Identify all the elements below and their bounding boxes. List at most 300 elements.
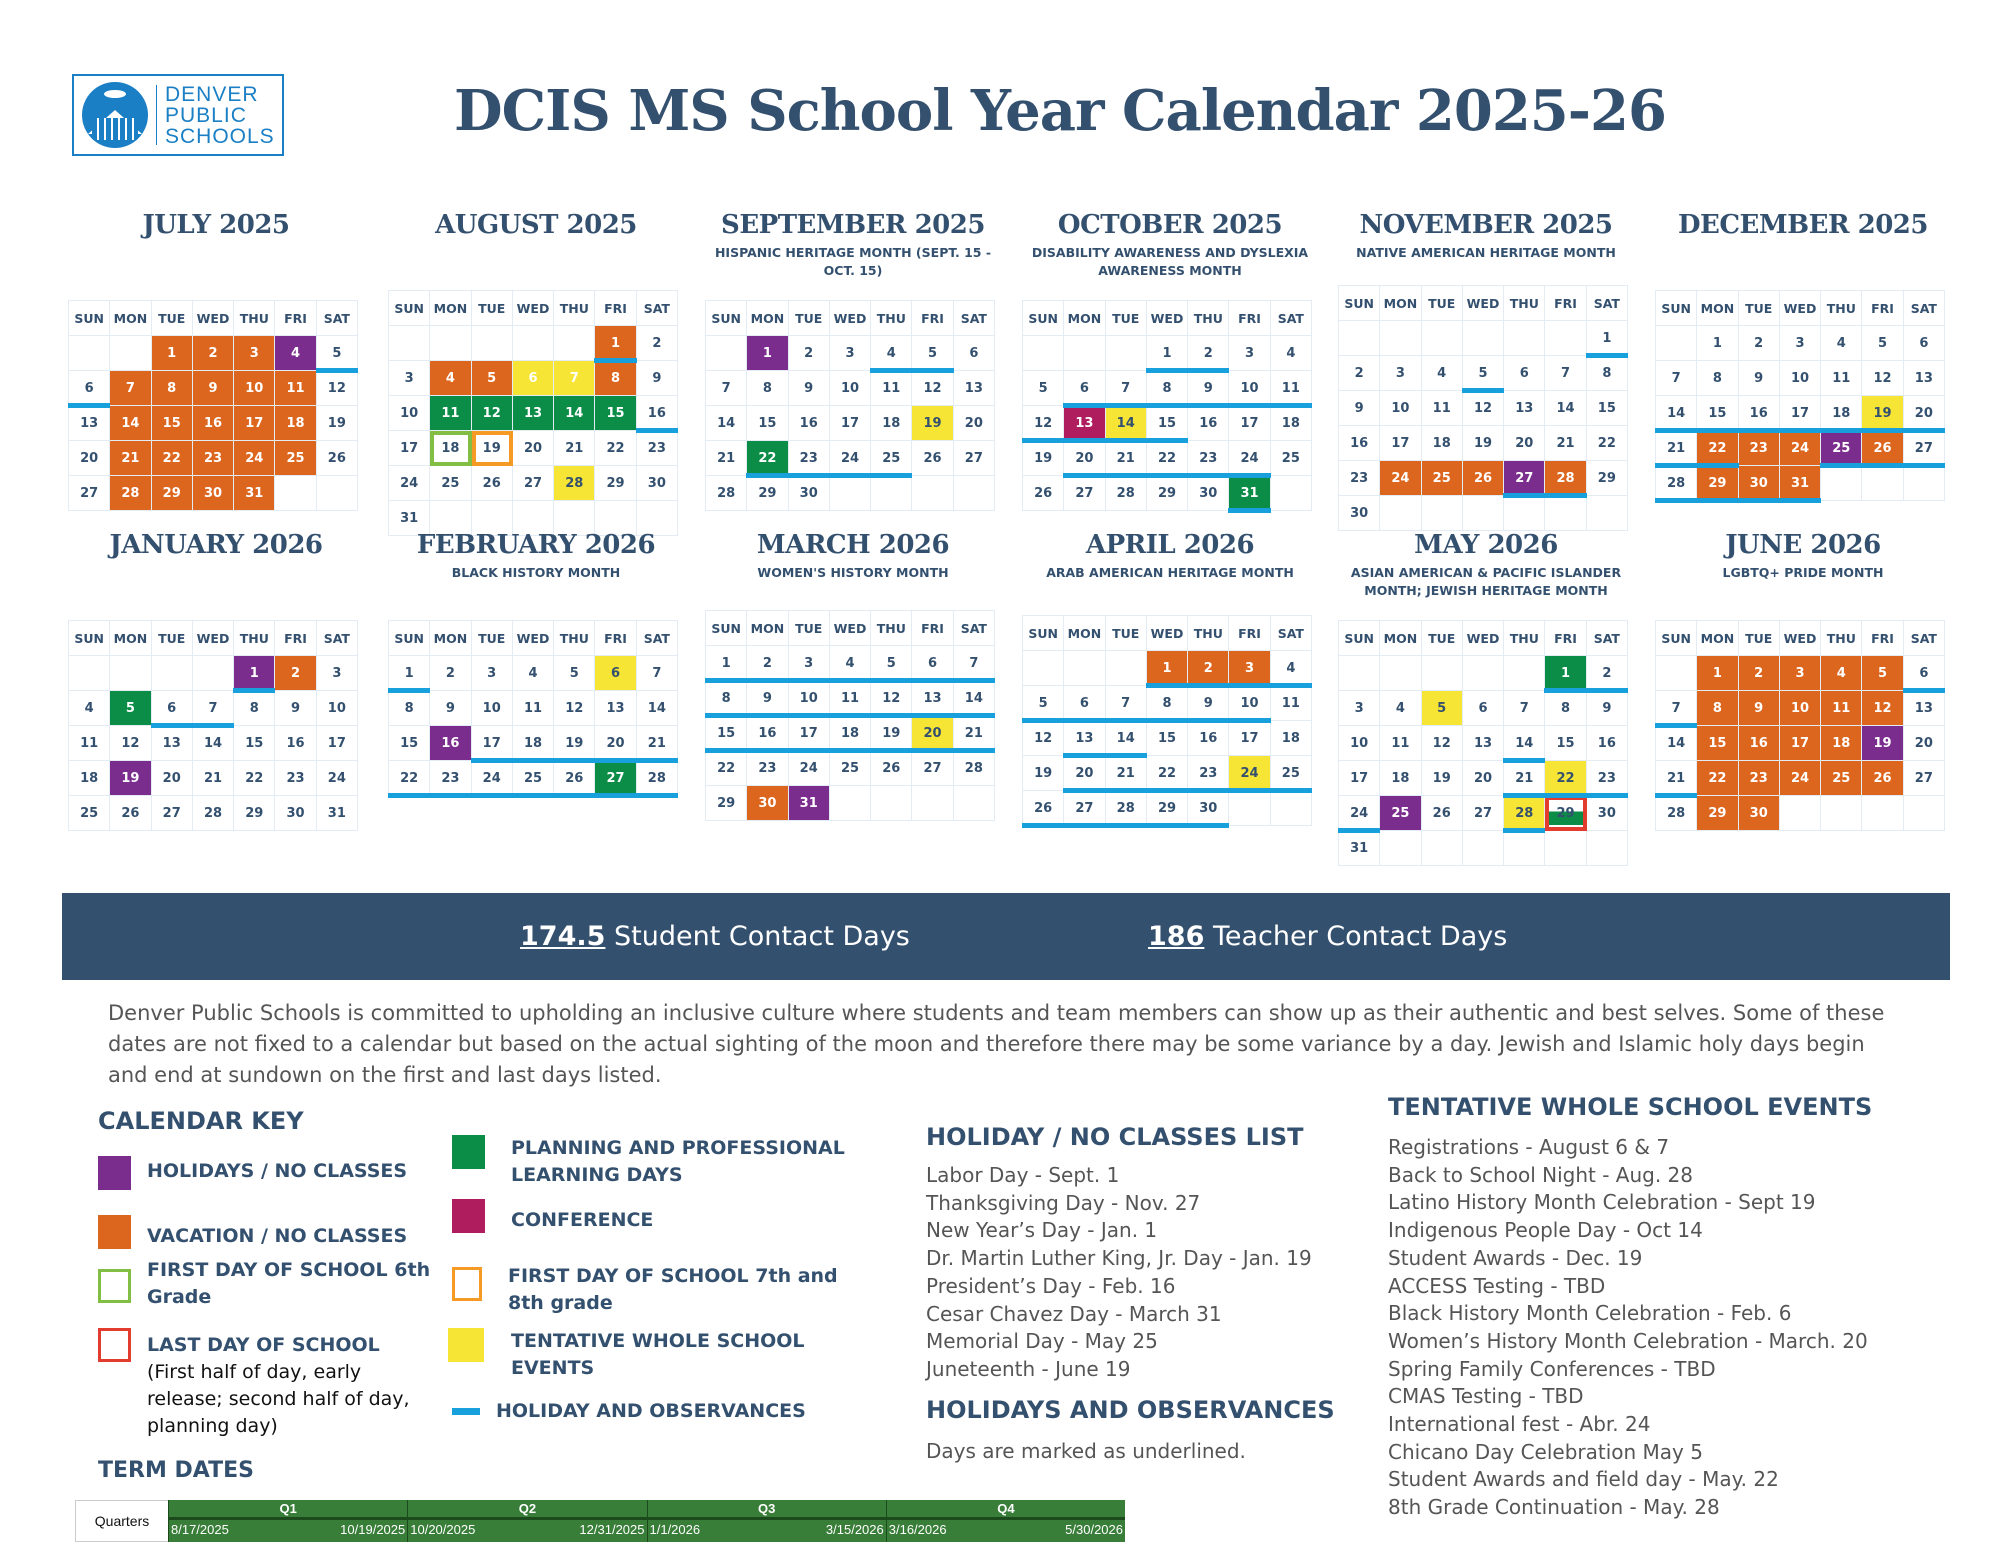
weekday-header: THU xyxy=(1504,621,1545,656)
key-holidays: HOLIDAYS / NO CLASSES xyxy=(98,1156,407,1190)
weekday-header: FRI xyxy=(1862,291,1903,326)
day-cell: 12 xyxy=(472,396,513,431)
month-subtitle: WOMEN'S HISTORY MONTH xyxy=(757,565,949,580)
day-cell: 19 xyxy=(110,761,151,796)
day-cell: 2 xyxy=(1587,656,1628,691)
day-cell: 2 xyxy=(1739,656,1780,691)
day-cell: 13 xyxy=(1064,721,1105,756)
key-planning: PLANNING AND PROFESSIONAL LEARNING DAYS xyxy=(452,1135,872,1189)
weekday-header: SUN xyxy=(69,621,110,656)
weekday-header: TUE xyxy=(789,611,830,646)
contact-days-banner xyxy=(62,893,1950,980)
day-cell: 6 xyxy=(1504,356,1545,391)
day-cell: 24 xyxy=(1229,756,1270,791)
holiday-list xyxy=(926,1162,1312,1384)
day-cell: 6 xyxy=(1463,691,1504,726)
weekday-header: MON xyxy=(1064,616,1105,651)
day-cell: 27 xyxy=(69,476,110,511)
month-grid xyxy=(388,620,678,796)
weekday-header: WED xyxy=(1147,301,1188,336)
day-cell: 4 xyxy=(275,336,316,371)
empty-cell xyxy=(513,326,554,361)
day-cell: 26 xyxy=(1463,461,1504,496)
day-cell: 27 xyxy=(513,466,554,501)
weekday-header: FRI xyxy=(1545,621,1586,656)
list-item: Indigenous People Day - Oct 14 xyxy=(1388,1218,1703,1243)
day-cell: 13 xyxy=(513,396,554,431)
empty-cell xyxy=(1339,321,1380,356)
day-cell: 16 xyxy=(747,716,788,751)
day-cell: 10 xyxy=(830,371,871,406)
weekday-header: TUE xyxy=(472,621,513,656)
day-cell: 8 xyxy=(1545,691,1586,726)
day-cell: 15 xyxy=(1147,721,1188,756)
day-cell: 7 xyxy=(637,656,678,691)
key-observances: HOLIDAY AND OBSERVANCES xyxy=(452,1398,806,1425)
empty-cell xyxy=(1463,496,1504,531)
weekday-header: MON xyxy=(1380,621,1421,656)
day-cell: 6 xyxy=(152,691,193,726)
empty-cell xyxy=(1422,496,1463,531)
day-cell: 13 xyxy=(1504,391,1545,426)
day-cell: 10 xyxy=(389,396,430,431)
day-cell: 8 xyxy=(1147,371,1188,406)
month-title: SEPTEMBER 2025 xyxy=(721,210,985,240)
day-cell: 17 xyxy=(389,431,430,466)
day-cell: 17 xyxy=(789,716,830,751)
day-cell: 16 xyxy=(1587,726,1628,761)
day-cell: 19 xyxy=(1422,761,1463,796)
day-cell: 15 xyxy=(1587,391,1628,426)
day-cell: 19 xyxy=(1862,726,1903,761)
day-cell: 6 xyxy=(912,646,953,681)
month-subtitle: BLACK HISTORY MONTH xyxy=(451,565,621,580)
day-cell: 14 xyxy=(1106,721,1147,756)
day-cell: 22 xyxy=(706,751,747,786)
day-cell: 5 xyxy=(1422,691,1463,726)
empty-cell xyxy=(954,476,995,511)
month-february-2026 xyxy=(388,530,684,786)
day-cell: 13 xyxy=(1064,406,1105,441)
weekday-header: SAT xyxy=(317,621,358,656)
day-cell: 7 xyxy=(706,371,747,406)
weekday-header: WED xyxy=(1147,616,1188,651)
empty-cell xyxy=(1587,831,1628,866)
day-cell: 29 xyxy=(234,796,275,831)
day-cell: 14 xyxy=(1656,396,1697,431)
day-cell: 9 xyxy=(430,691,471,726)
weekday-header: FRI xyxy=(275,621,316,656)
empty-cell xyxy=(1271,791,1312,826)
day-cell: 19 xyxy=(1023,756,1064,791)
empty-cell xyxy=(1023,651,1064,686)
weekday-header: SAT xyxy=(1904,291,1945,326)
day-cell: 27 xyxy=(1904,431,1945,466)
day-cell: 18 xyxy=(430,431,471,466)
quarter-q2: Q2 10/20/2025 12/31/2025 xyxy=(407,1500,646,1542)
day-cell: 9 xyxy=(275,691,316,726)
day-cell: 24 xyxy=(389,466,430,501)
day-cell: 22 xyxy=(1697,431,1738,466)
day-cell: 28 xyxy=(706,476,747,511)
weekday-header: SAT xyxy=(954,301,995,336)
day-cell: 29 xyxy=(1147,476,1188,511)
month-september-2025 xyxy=(705,210,1001,501)
page-title: DCIS MS School Year Calendar 2025-26 xyxy=(454,78,1666,144)
weekday-header: SUN xyxy=(1339,286,1380,321)
day-cell: 24 xyxy=(1229,441,1270,476)
day-cell: 23 xyxy=(1587,761,1628,796)
day-cell: 1 xyxy=(1147,651,1188,686)
day-cell: 19 xyxy=(1862,396,1903,431)
weekday-header: THU xyxy=(234,621,275,656)
logo-divider xyxy=(156,85,157,145)
empty-cell xyxy=(1380,321,1421,356)
day-cell: 2 xyxy=(1339,356,1380,391)
day-cell: 23 xyxy=(275,761,316,796)
term-dates-table xyxy=(75,1500,1125,1542)
day-cell: 17 xyxy=(317,726,358,761)
weekday-header: SAT xyxy=(637,291,678,326)
day-cell: 15 xyxy=(706,716,747,751)
list-item: International fest - Abr. 24 xyxy=(1388,1412,1651,1437)
weekday-header: SUN xyxy=(389,291,430,326)
day-cell: 29 xyxy=(747,476,788,511)
weekday-header: TUE xyxy=(789,301,830,336)
weekday-header: FRI xyxy=(595,291,636,326)
day-cell: 12 xyxy=(1023,406,1064,441)
day-cell: 4 xyxy=(1271,336,1312,371)
empty-cell xyxy=(1380,831,1421,866)
day-cell: 17 xyxy=(1229,721,1270,756)
month-grid xyxy=(1022,300,1312,511)
month-title: DECEMBER 2025 xyxy=(1678,210,1928,240)
weekday-header: WED xyxy=(1780,291,1821,326)
day-cell: 14 xyxy=(554,396,595,431)
weekday-header: SUN xyxy=(1023,616,1064,651)
day-cell: 24 xyxy=(1380,461,1421,496)
day-cell: 26 xyxy=(110,796,151,831)
day-cell: 30 xyxy=(1739,466,1780,501)
empty-cell xyxy=(1545,496,1586,531)
day-cell: 5 xyxy=(1023,686,1064,721)
weekday-header: FRI xyxy=(912,611,953,646)
day-cell: 19 xyxy=(871,716,912,751)
day-cell: 30 xyxy=(1739,796,1780,831)
day-cell: 21 xyxy=(1106,441,1147,476)
day-cell: 27 xyxy=(1064,791,1105,826)
month-march-2026 xyxy=(705,530,1001,811)
month-subtitle: LGBTQ+ PRIDE MONTH xyxy=(1722,565,1884,580)
day-cell: 18 xyxy=(1422,426,1463,461)
day-cell: 11 xyxy=(69,726,110,761)
empty-cell xyxy=(1504,321,1545,356)
planning-swatch-icon xyxy=(452,1135,485,1169)
weekday-header: THU xyxy=(1821,291,1862,326)
day-cell: 9 xyxy=(1339,391,1380,426)
day-cell: 18 xyxy=(69,761,110,796)
day-cell: 7 xyxy=(1106,371,1147,406)
day-cell: 19 xyxy=(472,431,513,466)
day-cell: 7 xyxy=(954,646,995,681)
day-cell: 1 xyxy=(1587,321,1628,356)
day-cell: 20 xyxy=(1504,426,1545,461)
empty-cell xyxy=(1587,496,1628,531)
day-cell: 26 xyxy=(1862,431,1903,466)
day-cell: 22 xyxy=(1147,441,1188,476)
month-title: MARCH 2026 xyxy=(756,530,950,560)
day-cell: 8 xyxy=(152,371,193,406)
day-cell: 28 xyxy=(637,761,678,796)
day-cell: 21 xyxy=(1656,761,1697,796)
day-cell: 28 xyxy=(1545,461,1586,496)
day-cell: 25 xyxy=(1271,756,1312,791)
weekday-header: THU xyxy=(1504,286,1545,321)
day-cell: 26 xyxy=(317,441,358,476)
weekday-header: WED xyxy=(513,621,554,656)
day-cell: 29 xyxy=(1545,796,1586,831)
student-contact-days: 174.5 Student Contact Days xyxy=(520,921,910,952)
day-cell: 11 xyxy=(871,371,912,406)
day-cell: 30 xyxy=(637,466,678,501)
day-cell: 20 xyxy=(152,761,193,796)
quarter-q3: Q3 1/1/2026 3/15/2026 xyxy=(647,1500,886,1542)
day-cell: 31 xyxy=(389,501,430,536)
day-cell: 2 xyxy=(789,336,830,371)
quarter-q4: Q4 3/16/2026 5/30/2026 xyxy=(886,1500,1125,1542)
day-cell: 4 xyxy=(513,656,554,691)
day-cell: 7 xyxy=(554,361,595,396)
day-cell: 22 xyxy=(234,761,275,796)
weekday-header: WED xyxy=(1780,621,1821,656)
month-may-2026 xyxy=(1338,530,1634,856)
day-cell: 26 xyxy=(472,466,513,501)
month-grid xyxy=(1338,620,1628,866)
list-item: Dr. Martin Luther King, Jr. Day - Jan. 19 xyxy=(926,1246,1312,1271)
day-cell: 23 xyxy=(1188,441,1229,476)
day-cell: 24 xyxy=(1780,431,1821,466)
day-cell: 21 xyxy=(110,441,151,476)
empty-cell xyxy=(1862,796,1903,831)
day-cell: 15 xyxy=(747,406,788,441)
weekday-header: SAT xyxy=(1587,286,1628,321)
empty-cell xyxy=(554,326,595,361)
weekday-header: FRI xyxy=(1229,616,1270,651)
list-item: Chicano Day Celebration May 5 xyxy=(1388,1439,1703,1464)
day-cell: 22 xyxy=(389,761,430,796)
inclusion-statement: Denver Public Schools is committed to upholding an inclusive culture where students and team members can show up as their authentic and best selves. Some of these dates are not fixed to a calendar but based on the actual sighting of the moon and therefore there may be some variance by a day. Jewish and Islamic holy days begin and end at sundown on the first and last days listed. xyxy=(108,1001,1885,1087)
day-cell: 2 xyxy=(1188,651,1229,686)
weekday-header: SUN xyxy=(1656,291,1697,326)
day-cell: 3 xyxy=(1229,651,1270,686)
day-cell: 3 xyxy=(1780,656,1821,691)
day-cell: 25 xyxy=(1271,441,1312,476)
day-cell: 7 xyxy=(193,691,234,726)
month-subtitle xyxy=(1655,244,1951,280)
day-cell: 13 xyxy=(69,406,110,441)
list-item: Black History Month Celebration - Feb. 6 xyxy=(1388,1301,1792,1326)
empty-cell xyxy=(1106,336,1147,371)
day-cell: 27 xyxy=(1504,461,1545,496)
day-cell: 22 xyxy=(1545,761,1586,796)
empty-cell xyxy=(430,326,471,361)
weekday-header: SAT xyxy=(1271,616,1312,651)
day-cell: 22 xyxy=(1147,756,1188,791)
day-cell: 10 xyxy=(1780,361,1821,396)
day-cell: 17 xyxy=(1780,396,1821,431)
day-cell: 14 xyxy=(706,406,747,441)
day-cell: 2 xyxy=(430,656,471,691)
events-list xyxy=(1388,1134,1868,1522)
day-cell: 28 xyxy=(110,476,151,511)
day-cell: 16 xyxy=(789,406,830,441)
day-cell: 22 xyxy=(1587,426,1628,461)
weekday-header: FRI xyxy=(1862,621,1903,656)
day-cell: 15 xyxy=(1697,396,1738,431)
weekday-header: TUE xyxy=(1106,301,1147,336)
month-grid xyxy=(705,610,995,821)
day-cell: 30 xyxy=(789,476,830,511)
day-cell: 8 xyxy=(1147,686,1188,721)
calendar-key-title: CALENDAR KEY xyxy=(98,1107,304,1135)
empty-cell xyxy=(871,786,912,821)
day-cell: 14 xyxy=(637,691,678,726)
day-cell: 30 xyxy=(1587,796,1628,831)
month-title: AUGUST 2025 xyxy=(435,210,637,240)
day-cell: 17 xyxy=(1780,726,1821,761)
month-june-2026 xyxy=(1655,530,1951,821)
day-cell: 14 xyxy=(1504,726,1545,761)
list-item: Latino History Month Celebration - Sept 19 xyxy=(1388,1190,1816,1215)
weekday-header: SUN xyxy=(706,611,747,646)
day-cell: 31 xyxy=(234,476,275,511)
weekday-header: TUE xyxy=(472,291,513,326)
empty-cell xyxy=(389,326,430,361)
day-cell: 30 xyxy=(747,786,788,821)
day-cell: 20 xyxy=(1064,441,1105,476)
month-grid xyxy=(1022,615,1312,826)
day-cell: 21 xyxy=(706,441,747,476)
weekday-header: TUE xyxy=(1739,621,1780,656)
day-cell: 3 xyxy=(317,656,358,691)
day-cell: 4 xyxy=(69,691,110,726)
day-cell: 1 xyxy=(1697,656,1738,691)
day-cell: 25 xyxy=(830,751,871,786)
day-cell: 14 xyxy=(193,726,234,761)
empty-cell xyxy=(1463,656,1504,691)
month-title: FEBRUARY 2026 xyxy=(416,530,656,560)
day-cell: 11 xyxy=(1271,371,1312,406)
list-item: Cesar Chavez Day - March 31 xyxy=(926,1301,1222,1326)
day-cell: 27 xyxy=(1904,761,1945,796)
day-cell: 21 xyxy=(954,716,995,751)
day-cell: 1 xyxy=(706,646,747,681)
empty-cell xyxy=(1064,336,1105,371)
day-cell: 11 xyxy=(1422,391,1463,426)
day-cell: 10 xyxy=(234,371,275,406)
day-cell: 4 xyxy=(1380,691,1421,726)
day-cell: 17 xyxy=(234,406,275,441)
day-cell: 23 xyxy=(1739,431,1780,466)
weekday-header: MON xyxy=(430,291,471,326)
weekday-header: SUN xyxy=(1656,621,1697,656)
day-cell: 18 xyxy=(1821,726,1862,761)
day-cell: 4 xyxy=(430,361,471,396)
empty-cell xyxy=(954,786,995,821)
day-cell: 1 xyxy=(1697,326,1738,361)
month-august-2025 xyxy=(388,210,684,526)
weekday-header: THU xyxy=(1821,621,1862,656)
empty-cell xyxy=(1339,656,1380,691)
empty-cell xyxy=(1821,466,1862,501)
empty-cell xyxy=(1862,466,1903,501)
logo-text: DENVER PUBLIC SCHOOLS xyxy=(165,82,275,148)
weekday-header: THU xyxy=(1188,301,1229,336)
day-cell: 24 xyxy=(234,441,275,476)
day-cell: 30 xyxy=(1339,496,1380,531)
day-cell: 9 xyxy=(1739,361,1780,396)
day-cell: 22 xyxy=(595,431,636,466)
day-cell: 20 xyxy=(912,716,953,751)
day-cell: 27 xyxy=(954,441,995,476)
day-cell: 15 xyxy=(1697,726,1738,761)
month-april-2026 xyxy=(1022,530,1318,816)
day-cell: 29 xyxy=(1147,791,1188,826)
weekday-header: THU xyxy=(234,301,275,336)
day-cell: 18 xyxy=(830,716,871,751)
day-cell: 4 xyxy=(1821,656,1862,691)
weekday-header: WED xyxy=(193,301,234,336)
day-cell: 23 xyxy=(430,761,471,796)
month-grid xyxy=(388,290,678,536)
day-cell: 5 xyxy=(1862,656,1903,691)
day-cell: 21 xyxy=(1106,756,1147,791)
day-cell: 28 xyxy=(1106,791,1147,826)
empty-cell xyxy=(1463,321,1504,356)
empty-cell xyxy=(830,476,871,511)
day-cell: 14 xyxy=(1106,406,1147,441)
day-cell: 12 xyxy=(317,371,358,406)
day-cell: 11 xyxy=(430,396,471,431)
day-cell: 7 xyxy=(110,371,151,406)
month-subtitle xyxy=(68,564,364,600)
weekday-header: WED xyxy=(513,291,554,326)
holiday-list-title: HOLIDAY / NO CLASSES LIST xyxy=(926,1123,1304,1151)
day-cell: 4 xyxy=(871,336,912,371)
list-item: President’s Day - Feb. 16 xyxy=(926,1273,1176,1298)
day-cell: 7 xyxy=(1545,356,1586,391)
day-cell: 31 xyxy=(317,796,358,831)
empty-cell xyxy=(830,786,871,821)
day-cell: 6 xyxy=(1904,326,1945,361)
day-cell: 31 xyxy=(1229,476,1270,511)
day-cell: 8 xyxy=(595,361,636,396)
list-item: Labor Day - Sept. 1 xyxy=(926,1163,1120,1187)
day-cell: 1 xyxy=(152,336,193,371)
day-cell: 4 xyxy=(1271,651,1312,686)
day-cell: 3 xyxy=(1380,356,1421,391)
day-cell: 19 xyxy=(912,406,953,441)
holiday-swatch-icon xyxy=(98,1156,131,1190)
day-cell: 24 xyxy=(1780,761,1821,796)
day-cell: 11 xyxy=(830,681,871,716)
day-cell: 20 xyxy=(595,726,636,761)
day-cell: 17 xyxy=(830,406,871,441)
day-cell: 26 xyxy=(1862,761,1903,796)
day-cell: 27 xyxy=(595,761,636,796)
month-subtitle xyxy=(68,244,364,280)
empty-cell xyxy=(912,786,953,821)
